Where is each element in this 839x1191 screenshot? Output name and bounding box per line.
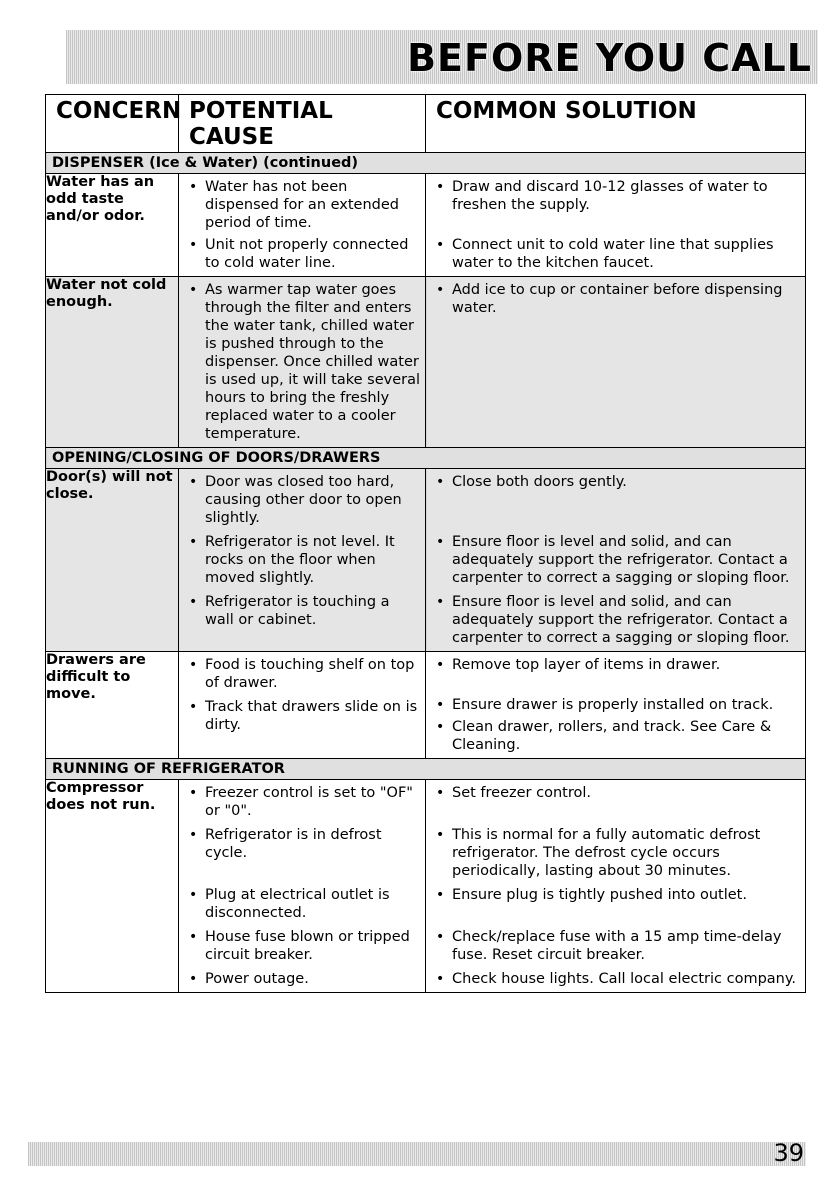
concern-cell: Door(s) will not close. [46,469,179,652]
solution-item: • Ensure floor is level and solid, and can adequately support the refrigerator. Contact a carpenter to correct a sagging or sloping floor. [432,533,801,587]
header-common-solution: COMMON SOLUTION [426,95,806,153]
cause-item: • Refrigerator is not level. It rocks on the floor when moved slightly. [185,533,421,587]
troubleshooting-table [45,94,806,993]
section-header-running [46,759,806,780]
concern-cell: Drawers are difficult to move. [46,652,179,759]
title-banner [66,30,818,84]
header-concern: CONCERN [46,95,179,153]
cause-item: • House fuse blown or tripped circuit breaker. [185,928,421,964]
solution-item: • Ensure floor is level and solid, and can adequately support the refrigerator. Contact a carpenter to correct a sagging or sloping floor. [432,593,801,647]
cause-item: • Unit not properly connected to cold water line. [185,236,421,272]
solution-cell [426,277,806,448]
cause-item: • Plug at electrical outlet is disconnected. [185,886,421,922]
solution-item: • Check/replace fuse with a 15 amp time-delay fuse. Reset circuit breaker. [432,928,801,964]
concern-cell: Water not cold enough. [46,277,179,448]
solution-item: • Ensure drawer is properly installed on track. [432,696,801,714]
cause-cell [179,469,426,652]
cause-item: • Door was closed too hard, causing other door to open slightly. [185,473,421,527]
solution-cell [426,469,806,652]
solution-item: • Add ice to cup or container before dispensing water. [432,281,801,317]
cause-item: • Refrigerator is in defrost cycle. [185,826,421,862]
footer-band [28,1139,806,1167]
table-row [46,652,806,759]
table-row [46,780,806,993]
solution-cell [426,780,806,993]
cause-cell [179,652,426,759]
section-title: DISPENSER (Ice & Water) (continued) [46,153,806,174]
cause-item: • Food is touching shelf on top of drawer. [185,656,421,692]
table-row [46,277,806,448]
cause-item: • Freezer control is set to "OF" or "0". [185,784,421,820]
cause-cell [179,277,426,448]
concern-cell: Water has an odd taste and/or odor. [46,174,179,277]
section-header-doors-drawers [46,448,806,469]
cause-item: • Power outage. [185,970,421,988]
page-number: 39 [773,1139,804,1167]
section-title: RUNNING OF REFRIGERATOR [46,759,806,780]
cause-cell [179,174,426,277]
cause-item: • Water has not been dispensed for an extended period of time. [185,178,421,232]
cause-item: • Track that drawers slide on is dirty. [185,698,421,734]
header-potential-cause: POTENTIAL CAUSE [179,95,426,153]
cause-item: • As warmer tap water goes through the filter and enters the water tank, chilled water is pushed through to the dispenser. Once chilled water is used up, it will take several hours to bring the freshly replaced water to a cooler temperature. [185,281,421,443]
table-header-row [46,95,806,153]
solution-cell [426,652,806,759]
table-row [46,469,806,652]
solution-item: • Close both doors gently. [432,473,801,491]
section-title: OPENING/CLOSING OF DOORS/DRAWERS [46,448,806,469]
solution-item: • Connect unit to cold water line that supplies water to the kitchen faucet. [432,236,801,272]
solution-cell [426,174,806,277]
section-header-dispenser [46,153,806,174]
page-title: BEFORE YOU CALL [407,36,812,80]
concern-cell: Compressor does not run. [46,780,179,993]
solution-item: • Set freezer control. [432,784,801,802]
table-row [46,174,806,277]
solution-item: • Ensure plug is tightly pushed into outlet. [432,886,801,904]
cause-cell [179,780,426,993]
solution-item: • Draw and discard 10-12 glasses of water to freshen the supply. [432,178,801,214]
solution-item: • Check house lights. Call local electric company. [432,970,801,988]
solution-item: • This is normal for a fully automatic defrost refrigerator. The defrost cycle occurs periodically, lasting about 30 minutes. [432,826,801,880]
solution-item: • Remove top layer of items in drawer. [432,656,801,674]
cause-item: • Refrigerator is touching a wall or cabinet. [185,593,421,629]
solution-item: • Clean drawer, rollers, and track. See Care & Cleaning. [432,718,801,754]
